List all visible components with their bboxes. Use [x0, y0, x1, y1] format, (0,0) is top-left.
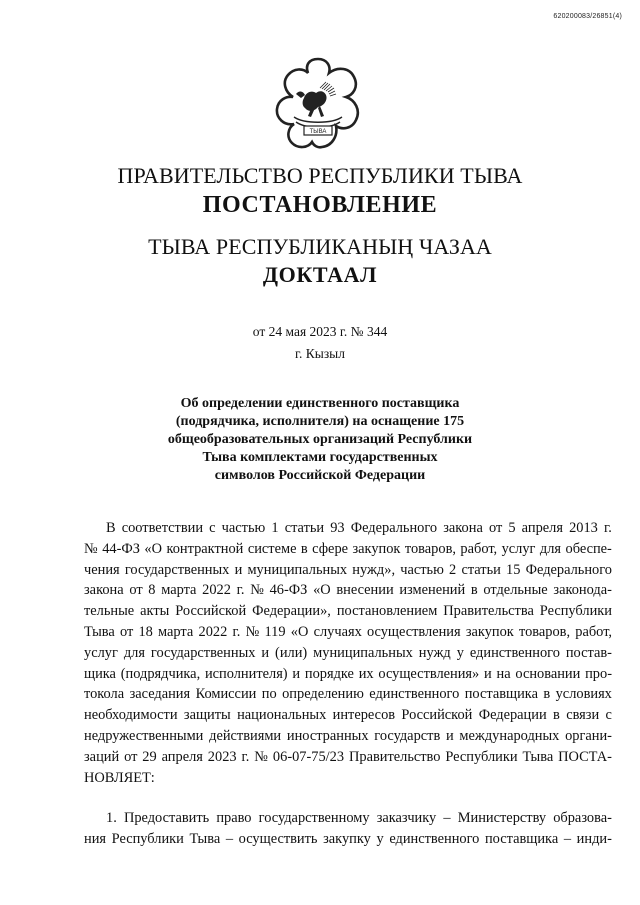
paragraph-line: услуг для государственных и (или) муниципальных нужд у единственного постав-	[84, 644, 612, 661]
tuva-emblem-icon	[268, 54, 368, 152]
subject-line: Тыва комплектами государственных	[202, 450, 438, 465]
decree-title-ru: ПОСТАНОВЛЕНИЕ	[202, 192, 438, 218]
decree-city: г. Кызыл	[295, 346, 345, 361]
paragraph-line: закона от 8 марта 2022 г. № 46-ФЗ «О внесении изменений в отдельные законода-	[84, 582, 612, 599]
subject-line: Об определении единственного поставщика	[180, 396, 460, 411]
subject-line: символов Российской Федерации	[214, 468, 426, 483]
decree-date-number: от 24 мая 2023 г. № 344	[252, 324, 388, 339]
subject-line: общеобразовательных организаций Республики	[167, 432, 473, 447]
paragraph-line: № 44-ФЗ «О контрактной системе в сфере закупок товаров, работ, услуг для обеспе-	[84, 540, 612, 557]
decree-subject	[0, 395, 640, 485]
paragraph-line: Тыва от 18 марта 2022 г. № 119 «О случаях осуществления закупок товаров, работ,	[84, 623, 612, 640]
paragraph-line: ния Республики Тыва – осуществить закупку у единственного поставщика – инди-	[84, 831, 612, 848]
paragraph-line: токола заседания Комиссии по определению единственного поставщика в условиях	[84, 686, 612, 703]
paragraph-line: щика (подрядчика, исполнителя) и порядке их осуществления» и на основании про-	[84, 665, 612, 682]
paragraph-line: тельные акты Российской Федерации», постановлением Правительства Республики	[84, 603, 612, 620]
paragraph-line: недружественными действиями иностранных государств и международных органи-	[84, 727, 612, 744]
government-title-ru: ПРАВИТЕЛЬСТВО РЕСПУБЛИКИ ТЫВА	[117, 163, 523, 188]
subject-line: (подрядчика, исполнителя) на оснащение 175	[175, 414, 465, 429]
government-title-tv: ТЫВА РЕСПУБЛИКАНЫҢ ЧАЗАА	[148, 234, 492, 259]
paragraph-line: чения государственных и муниципальных нужд», частью 2 статьи 15 Федерального	[84, 561, 612, 578]
decree-body	[84, 518, 612, 850]
paragraph-line: 1. Предоставить право государственному заказчику – Министерству образова-	[106, 810, 612, 827]
paragraph-line: В соответствии с частью 1 статьи 93 Федерального закона от 5 апреля 2013 г.	[106, 520, 612, 536]
document-id: 620200083/26851(4)	[553, 13, 622, 20]
paragraph-line: НОВЛЯЕТ:	[84, 769, 155, 786]
paragraph-line: заций от 29 апреля 2023 г. № 06-07-75/23 Правительство Республики Тыва ПОСТА-	[84, 748, 612, 765]
decree-title-tv: ДОКТААЛ	[262, 262, 378, 287]
emblem-text: ТЫВА	[309, 129, 327, 135]
paragraph-line: необходимости защиты национальных интересов Российской Федерации в связи с	[84, 707, 612, 724]
